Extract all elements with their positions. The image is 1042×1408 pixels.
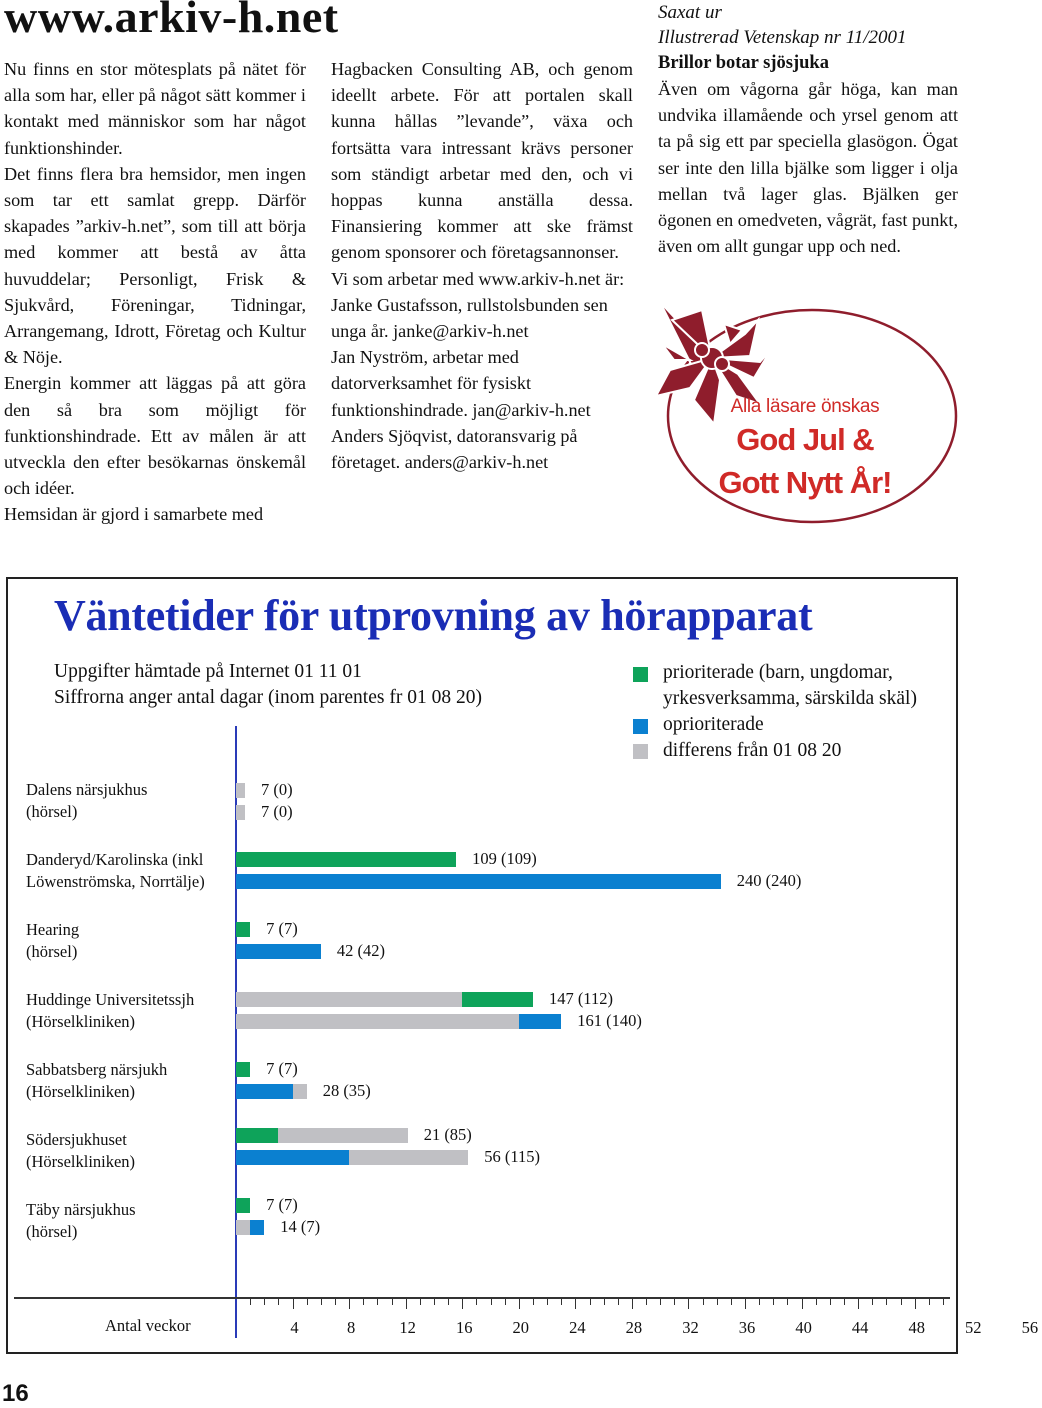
x-axis-tick bbox=[943, 1299, 944, 1305]
x-tick-label: 24 bbox=[569, 1318, 586, 1337]
card-greeting-line2: Gott Nytt År! bbox=[718, 465, 892, 500]
x-axis-tick bbox=[618, 1299, 619, 1305]
x-tick-label: 32 bbox=[682, 1318, 699, 1337]
x-axis-tick bbox=[434, 1299, 435, 1305]
bar-prioriterade bbox=[236, 1062, 250, 1077]
bar-differens bbox=[236, 1014, 519, 1029]
chart-title: Väntetider för utprovning av hörapparat bbox=[54, 591, 813, 640]
x-axis-tick bbox=[816, 1299, 817, 1305]
bar-value-label: 42 (42) bbox=[336, 941, 385, 960]
bar-oprioriterade bbox=[236, 874, 721, 889]
x-axis-tick bbox=[561, 1299, 562, 1305]
x-tick-label: 8 bbox=[346, 1318, 356, 1337]
x-axis-tick bbox=[448, 1299, 449, 1305]
article-column-2 bbox=[331, 56, 633, 475]
category-label: Täby närsjukhus (hörsel) bbox=[26, 1200, 136, 1241]
bar-differens bbox=[236, 992, 462, 1007]
x-axis-tick bbox=[250, 1299, 251, 1305]
x-tick-label: 36 bbox=[738, 1318, 756, 1337]
x-axis-tick bbox=[278, 1299, 279, 1305]
x-axis-tick bbox=[773, 1299, 774, 1305]
bar-value-label: 7 (0) bbox=[261, 780, 293, 799]
x-tick-label: 40 bbox=[795, 1318, 812, 1337]
bar-value-label: 161 (140) bbox=[577, 1011, 642, 1030]
category-label: Södersjukhuset (Hörselkliniken) bbox=[26, 1130, 136, 1171]
x-axis-tick bbox=[745, 1299, 746, 1309]
x-axis-tick bbox=[915, 1299, 916, 1309]
x-axis-tick bbox=[802, 1299, 803, 1309]
x-tick-label: 16 bbox=[455, 1318, 473, 1337]
col2-paragraph: Jan Nyström, arbetar med datorverksamhet för fysiskt funktionshindrade. jan@arkiv-h.net bbox=[331, 347, 591, 420]
card-greeting-small: Alla läsare önskas bbox=[730, 396, 880, 417]
x-axis-tick bbox=[575, 1299, 576, 1309]
x-axis-tick bbox=[717, 1299, 718, 1305]
col1-paragraph: Det finns flera bra hemsidor, men ingen som tar ett samlat grepp. Därför skapades ”arkiv-h.net”, som till att börja med kommer att bestå av åtta huvuddelar; Personligt, Frisk & Sjukvård, Föreningar, Tidningar, Arrangemang, Idrott, Företag och Kultur & Nöje. bbox=[4, 163, 306, 368]
x-tick-label: 28 bbox=[625, 1318, 643, 1337]
bar-value-label: 147 (112) bbox=[548, 989, 613, 1008]
x-axis-tick bbox=[844, 1299, 845, 1305]
chart-subtitle: Uppgifter hämtade på Internet 01 11 01 bbox=[54, 661, 362, 682]
x-axis-tick bbox=[420, 1299, 421, 1305]
x-tick-label: 48 bbox=[908, 1318, 925, 1337]
legend-entry: differens från 01 08 20 bbox=[663, 740, 842, 761]
category-label: Danderyd/Karolinska (inkl Löwenströmska, Norrtälje) bbox=[26, 850, 205, 891]
article-title: Brillor botar sjösjuka bbox=[658, 53, 829, 73]
bar-differens bbox=[349, 1150, 468, 1165]
bar-value-label: 240 (240) bbox=[736, 871, 802, 890]
source-line: Illustrerad Vetenskap nr 11/2001 bbox=[658, 27, 907, 48]
bar-oprioriterade bbox=[236, 1150, 349, 1165]
x-axis-tick bbox=[476, 1299, 477, 1305]
x-axis-tick bbox=[703, 1299, 704, 1305]
bar-prioriterade bbox=[236, 852, 456, 867]
x-axis-tick bbox=[533, 1299, 534, 1305]
col1-paragraph: Hemsidan är gjord i samarbete med bbox=[4, 504, 264, 525]
bar-oprioriterade bbox=[250, 1220, 264, 1235]
card-greeting-line1: God Jul & bbox=[736, 422, 874, 457]
bar-prioriterade bbox=[236, 1198, 250, 1213]
col2-paragraph: Hagbacken Consulting AB, och genom ideellt arbete. För att portalen skall kunna hållas ”levande”, växa och fortsätta vara intressant krävs personer som ständigt arbetar med den, och vi hoppas kunna anställa dessa. Finansiering kommer att ske främst genom sponsorer och företagsannonser. bbox=[331, 59, 633, 263]
x-axis-tick bbox=[632, 1299, 633, 1309]
bar-prioriterade bbox=[462, 992, 533, 1007]
col1-paragraph: Energin kommer att läggas på att göra den så bra som möjligt för funktionshindrade. Ett av målen är att utveckla den efter besökarnas önskemål och idéer. bbox=[4, 373, 306, 499]
bar-value-label: 14 (7) bbox=[280, 1217, 321, 1236]
bar-differens bbox=[236, 805, 245, 820]
x-axis-tick bbox=[349, 1299, 350, 1309]
bar-value-label: 7 (7) bbox=[266, 919, 298, 938]
x-axis-tick bbox=[886, 1299, 887, 1305]
bar-oprioriterade bbox=[236, 944, 321, 959]
bar-value-label: 7 (7) bbox=[266, 1059, 298, 1078]
x-axis-tick bbox=[660, 1299, 661, 1305]
x-axis-label: Antal veckor bbox=[105, 1316, 191, 1335]
x-tick-label: 20 bbox=[512, 1318, 530, 1337]
x-axis-tick bbox=[406, 1299, 407, 1309]
x-axis-tick bbox=[872, 1299, 873, 1305]
x-axis-tick bbox=[293, 1299, 294, 1309]
x-axis-tick bbox=[264, 1299, 265, 1305]
x-axis-tick bbox=[505, 1299, 506, 1305]
x-axis-tick bbox=[547, 1299, 548, 1305]
col1-paragraph: Nu finns en stor mötesplats på nätet för alla som har, eller på något sätt kommer i kontakt med människor som har något funktionshinder. bbox=[4, 59, 306, 158]
x-axis-tick bbox=[646, 1299, 647, 1305]
col2-paragraph: Janke Gustafsson, rullstolsbunden sen unga år. janke@arkiv-h.net bbox=[331, 294, 608, 342]
col2-paragraph: Anders Sjöqvist, datoransvarig på företaget. anders@arkiv-h.net bbox=[331, 425, 578, 473]
article-column-1 bbox=[4, 56, 306, 528]
category-label: Sabbatsberg närsjukh (Hörselkliniken) bbox=[26, 1060, 168, 1101]
bar-value-label: 109 (109) bbox=[472, 849, 537, 868]
bar-prioriterade bbox=[236, 922, 250, 937]
bar-oprioriterade bbox=[236, 1084, 293, 1099]
card-greeting bbox=[650, 396, 960, 504]
x-axis-tick bbox=[321, 1299, 322, 1305]
masthead: www.arkiv-h.net bbox=[4, 0, 339, 42]
bar-differens bbox=[293, 1084, 307, 1099]
bar-differens bbox=[236, 1220, 250, 1235]
page-number: 16 bbox=[2, 1380, 29, 1407]
bar-value-label: 7 (7) bbox=[266, 1195, 298, 1214]
x-axis-tick bbox=[363, 1299, 364, 1305]
x-axis-tick bbox=[590, 1299, 591, 1305]
x-axis-tick bbox=[491, 1299, 492, 1305]
category-label: Huddinge Universitetssjh (Hörselkliniken) bbox=[26, 990, 195, 1031]
col2-paragraph: Vi som arbetar med www.arkiv-h.net är: bbox=[331, 268, 625, 289]
x-tick-label: 12 bbox=[399, 1318, 416, 1337]
legend-swatch-prioriterade bbox=[633, 667, 648, 682]
x-axis-tick bbox=[392, 1299, 393, 1305]
legend-entry: yrkesverksamma, särskilda skäl) bbox=[663, 688, 917, 709]
x-axis-tick bbox=[688, 1299, 689, 1309]
bar-value-label: 56 (115) bbox=[484, 1147, 541, 1166]
bar-value-label: 21 (85) bbox=[423, 1125, 472, 1144]
legend-swatch-differens bbox=[633, 744, 648, 759]
x-axis-tick bbox=[731, 1299, 732, 1305]
article-body: Även om vågorna går höga, kan man undvika illamående och yrsel genom att ta på sig ett par speciella glasögon. Ögat ser inte den lilla bjälke som ligger i olja mellan två lager glas. Bjälken ger ögonen en omedveten, vågrät, fast punkt, även om allt gungar upp och ned. bbox=[658, 79, 959, 257]
bar-oprioriterade bbox=[519, 1014, 561, 1029]
x-axis-tick bbox=[377, 1299, 378, 1305]
chart-subtitle: Siffrorna anger antal dagar (inom parentes fr 01 08 20) bbox=[54, 687, 482, 708]
x-axis-tick bbox=[307, 1299, 308, 1305]
category-label: Dalens närsjukhus (hörsel) bbox=[26, 780, 148, 821]
x-axis-tick bbox=[519, 1299, 520, 1309]
x-axis-tick bbox=[901, 1299, 902, 1305]
category-label: Hearing (hörsel) bbox=[26, 920, 80, 961]
bar-prioriterade bbox=[236, 1128, 278, 1143]
bar-value-label: 7 (0) bbox=[261, 802, 293, 821]
bar-value-label: 28 (35) bbox=[322, 1081, 371, 1100]
x-tick-label: 56 bbox=[1021, 1318, 1039, 1337]
article-column-3 bbox=[658, 0, 958, 259]
x-axis-tick bbox=[929, 1299, 930, 1305]
x-axis-tick bbox=[674, 1299, 675, 1305]
x-tick-label: 44 bbox=[851, 1318, 869, 1337]
x-axis-tick bbox=[830, 1299, 831, 1305]
christmas-card bbox=[650, 300, 960, 530]
x-tick-label: 4 bbox=[290, 1318, 299, 1337]
legend-entry: oprioriterade bbox=[663, 714, 764, 735]
x-axis-tick bbox=[787, 1299, 788, 1305]
bar-differens bbox=[236, 783, 245, 798]
x-tick-label: 52 bbox=[965, 1318, 982, 1337]
x-axis-tick bbox=[858, 1299, 859, 1309]
x-axis-tick bbox=[759, 1299, 760, 1305]
x-axis-tick bbox=[462, 1299, 463, 1309]
x-axis-line bbox=[14, 1297, 950, 1299]
legend-entry: prioriterade (barn, ungdomar, bbox=[663, 662, 893, 683]
legend-swatch-oprioriterade bbox=[633, 719, 648, 734]
x-axis-tick bbox=[604, 1299, 605, 1305]
source-line: Saxat ur bbox=[658, 2, 722, 23]
bar-differens bbox=[278, 1128, 407, 1143]
x-axis-tick bbox=[335, 1299, 336, 1305]
